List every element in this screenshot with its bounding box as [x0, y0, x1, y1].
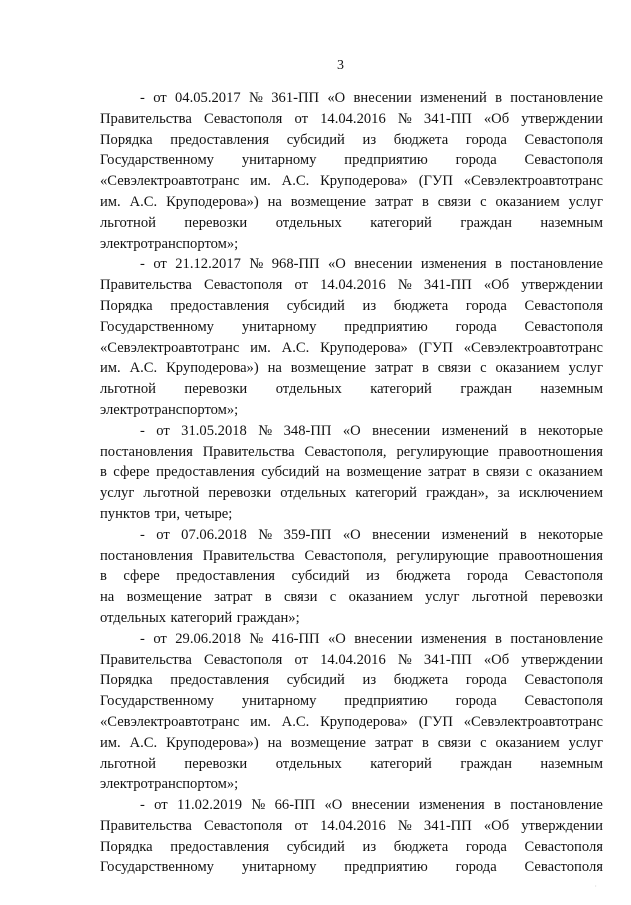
text-line: Государственному унитарному предприятию города Севастополя: [100, 693, 603, 710]
text-line: Правительства Севастополя от 14.04.2016 № 341-ПП «Об утверждении: [100, 277, 603, 294]
text-line: Правительства Севастополя от 14.04.2016 № 341-ПП «Об утверждении: [100, 817, 603, 834]
text-line: - от 04.05.2017 № 361-ПП «О внесении изменений в постановление: [140, 90, 603, 106]
text-line: - от 31.05.2018 № 348-ПП «О внесении изменений в некоторые: [140, 422, 603, 439]
paragraph: [100, 254, 603, 420]
text-line: - от 21.12.2017 № 968-ПП «О внесении изменения в постановление: [140, 256, 603, 273]
text-line: пунктов три, четыре;: [100, 505, 233, 522]
text-line: - от 29.06.2018 № 416-ПП «О внесении изменения в постановление: [140, 630, 603, 647]
paragraph: [100, 795, 603, 878]
text-line: им. А.С. Круподерова») на возмещение затрат в связи с оказанием услуг: [100, 193, 603, 210]
text-line: им. А.С. Круподерова») на возмещение затрат в связи с оказанием услуг: [100, 360, 603, 377]
text-line: Порядка предоставления субсидий из бюджета города Севастополя: [100, 672, 603, 689]
text-line: - от 11.02.2019 № 66-ПП «О внесении изменения в постановление: [140, 797, 603, 814]
text-line: в сфере предоставления субсидий из бюджета города Севастополя: [100, 568, 603, 585]
text-line: электротранспортом»;: [100, 401, 239, 418]
text-line: льготной перевозки отдельных категорий граждан наземным: [100, 214, 603, 231]
text-line: электротранспортом»;: [100, 776, 239, 793]
text-line: Порядка предоставления субсидий из бюджета города Севастополя: [100, 838, 603, 855]
text-line: постановления Правительства Севастополя, регулирующие правоотношения: [100, 443, 603, 460]
text-line: льготной перевозки отдельных категорий граждан наземным: [100, 755, 603, 772]
text-line: Государственному унитарному предприятию города Севастополя: [100, 152, 603, 169]
text-line: «Севэлектроавтотранс им. А.С. Круподерова» (ГУП «Севэлектроавтотранс: [100, 173, 603, 190]
text-line: Правительства Севастополя от 14.04.2016 № 341-ПП «Об утверждении: [100, 651, 603, 668]
paragraph: [100, 629, 603, 795]
paragraph: [100, 88, 603, 254]
text-line: Правительства Севастополя от 14.04.2016 № 341-ПП «Об утверждении: [100, 110, 603, 127]
document-body: [100, 88, 603, 878]
text-line: электротранспортом»;: [100, 235, 239, 252]
paragraph: [100, 421, 603, 525]
text-line: «Севэлектроавтотранс им. А.С. Круподерова» (ГУП «Севэлектроавтотранс: [100, 713, 603, 730]
text-line: «Севэлектроавтотранс им. А.С. Круподерова» (ГУП «Севэлектроавтотранс: [100, 339, 603, 356]
text-line: Государственному унитарному предприятию города Севастополя: [100, 318, 603, 335]
page-number: 3: [337, 58, 344, 73]
text-line: им. А.С. Круподерова») на возмещение затрат в связи с оказанием услуг: [100, 734, 603, 751]
text-line: на возмещение затрат в связи с оказанием услуг льготной перевозки: [100, 589, 603, 606]
text-line: в сфере предоставления субсидий на возмещение затрат в связи с оказанием: [100, 464, 603, 481]
text-line: Порядка предоставления субсидий из бюджета города Севастополя: [100, 131, 603, 148]
text-line: Государственному унитарному предприятию города Севастополя: [100, 859, 603, 876]
scan-artifact: ·: [594, 882, 597, 891]
text-line: льготной перевозки отдельных категорий граждан наземным: [100, 381, 603, 398]
paragraph: [100, 525, 603, 629]
text-line: Порядка предоставления субсидий из бюджета города Севастополя: [100, 297, 603, 314]
text-line: отдельных категорий граждан»;: [100, 609, 300, 626]
text-line: постановления Правительства Севастополя, регулирующие правоотношения: [100, 547, 603, 564]
text-line: услуг льготной перевозки отдельных категорий граждан», за исключением: [100, 485, 603, 502]
text-line: - от 07.06.2018 № 359-ПП «О внесении изменений в некоторые: [140, 526, 603, 543]
